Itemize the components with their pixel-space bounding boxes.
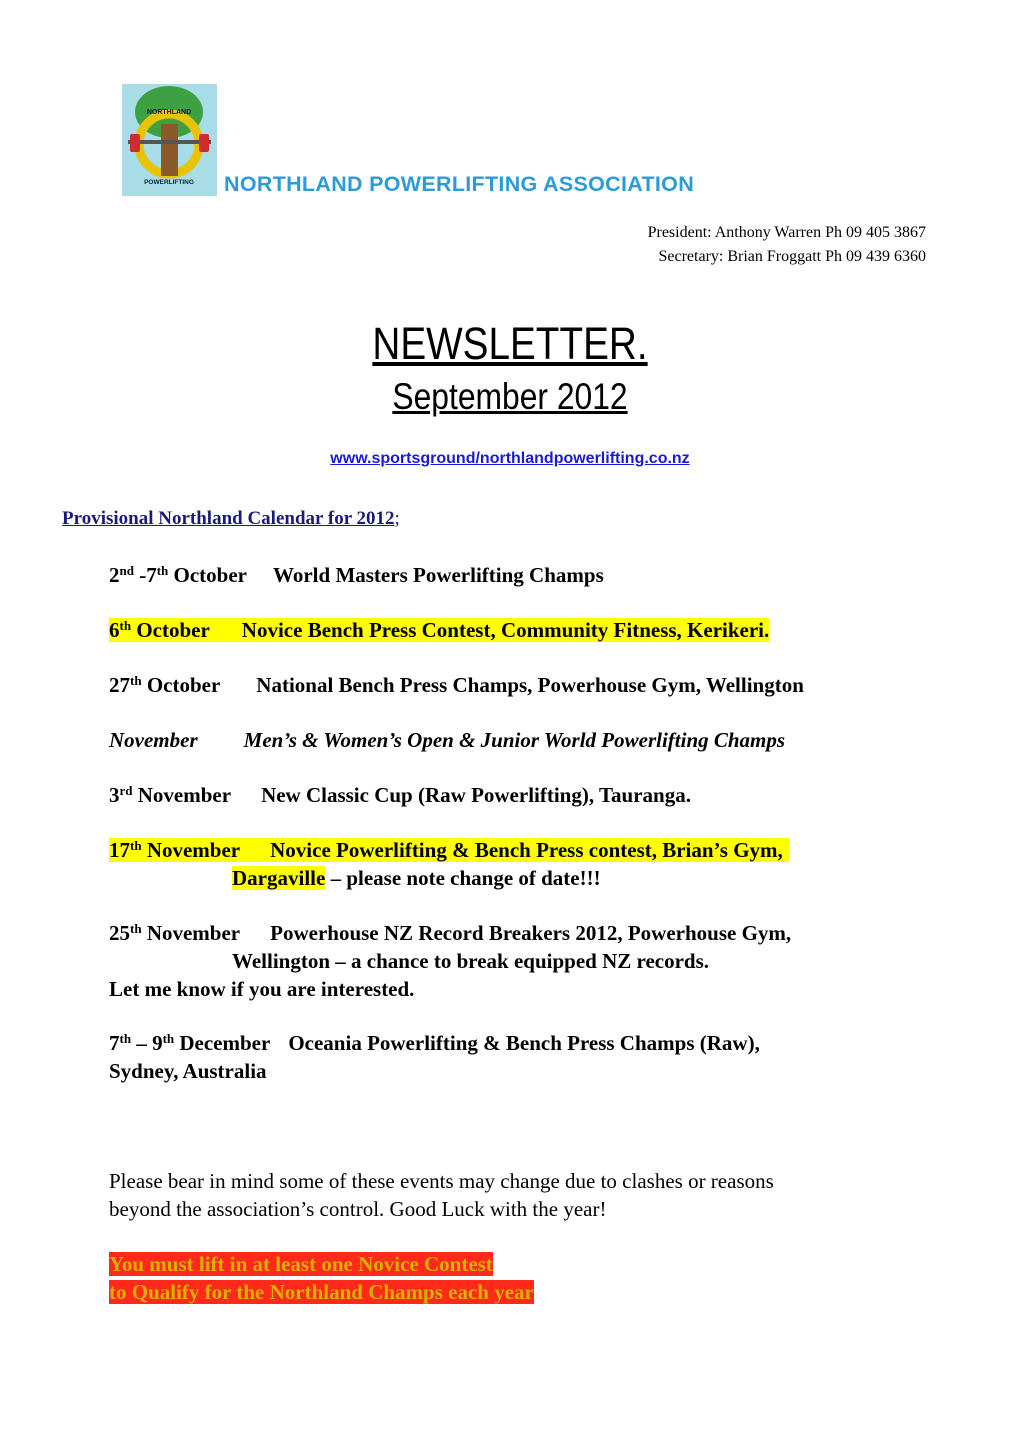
org-name: NORTHLAND POWERLIFTING ASSOCIATION xyxy=(224,172,695,196)
event-description: Men’s & Women’s Open & Junior World Powerlifting Champs xyxy=(243,728,786,752)
event-day-suffix: nd xyxy=(119,563,134,578)
event-month: November xyxy=(132,783,232,807)
event-description: Oceania Powerlifting & Bench Press Champs (Raw), xyxy=(288,1031,760,1055)
event-day-end: -7 xyxy=(133,563,157,587)
left-plate xyxy=(130,134,140,152)
page-title: NEWSLETTER. xyxy=(372,318,648,369)
calendar-event-continuation xyxy=(232,864,601,892)
event-highlight xyxy=(109,838,789,862)
calendar-event xyxy=(109,836,789,864)
calendar-event-continuation: Wellington – a chance to break equipped NZ records. xyxy=(232,949,710,973)
event-day-end-suffix: th xyxy=(162,1031,175,1046)
calendar-event xyxy=(109,726,785,754)
event-description: New Classic Cup (Raw Powerlifting), Tauranga. xyxy=(261,783,691,807)
calendar-event xyxy=(109,671,804,699)
event-day: 25 xyxy=(109,921,130,945)
right-plate xyxy=(199,134,209,152)
calendar-event-continuation: Sydney, Australia xyxy=(109,1059,267,1083)
warning-text: to Qualify for the Northland Champs each year xyxy=(109,1280,534,1304)
page-subtitle: September 2012 xyxy=(392,376,628,417)
event-month: October xyxy=(168,563,248,587)
event-day-end-suffix: th xyxy=(156,563,169,578)
event-description: Powerhouse NZ Record Breakers 2012, Powerhouse Gym, xyxy=(270,921,792,945)
president-contact: President: Anthony Warren Ph 09 405 3867 xyxy=(647,224,926,241)
calendar-event xyxy=(109,616,769,644)
event-location: Dargaville xyxy=(232,866,326,890)
tree-trunk xyxy=(161,124,178,176)
event-description: Novice Powerlifting & Bench Press contest, Brian’s Gym, xyxy=(270,838,783,862)
event-description: World Masters Powerlifting Champs xyxy=(273,563,604,587)
event-day-suffix: th xyxy=(119,1031,132,1046)
event-day-suffix: th xyxy=(119,618,132,633)
notice-line: beyond the association’s control. Good Luck with the year! xyxy=(109,1197,607,1221)
event-day: 17 xyxy=(109,838,130,862)
event-highlight xyxy=(109,618,769,642)
event-month: November xyxy=(109,728,198,752)
barbell-bar xyxy=(128,140,211,144)
calendar-event xyxy=(109,1029,760,1057)
event-day: 2 xyxy=(109,563,120,587)
event-day: 7 xyxy=(109,1031,120,1055)
calendar-event-continuation: Let me know if you are interested. xyxy=(109,977,415,1001)
event-month: October xyxy=(131,618,210,642)
warning-line xyxy=(109,1278,546,1306)
calendar-event xyxy=(109,781,691,809)
event-day-suffix: th xyxy=(130,673,142,688)
event-note: – please note change of date!!! xyxy=(325,866,601,890)
event-day-suffix: th xyxy=(130,838,142,853)
event-description: National Bench Press Champs, Powerhouse Gym, Wellington xyxy=(256,673,804,697)
warning-text: You must lift in at least one Novice Contest xyxy=(109,1252,493,1276)
calendar-event xyxy=(109,561,604,589)
secretary-contact: Secretary: Brian Froggatt Ph 09 439 6360 xyxy=(658,248,926,265)
event-day: 6 xyxy=(109,618,120,642)
association-logo xyxy=(122,84,217,196)
logo-top-text: NORTHLAND xyxy=(146,109,192,116)
calendar-heading-suffix: ; xyxy=(394,508,400,529)
event-day: 3 xyxy=(109,783,120,807)
event-day-suffix: th xyxy=(130,921,142,936)
warning-line xyxy=(109,1250,493,1278)
logo-bottom-text: POWERLIFTING xyxy=(144,179,194,186)
calendar-heading-text: Provisional Northland Calendar for 2012 xyxy=(62,508,395,529)
website-link[interactable]: www.sportsground/northlandpowerlifting.co.nz xyxy=(330,450,690,467)
event-day: 27 xyxy=(109,673,130,697)
notice-line: Please bear in mind some of these events may change due to clashes or reasons xyxy=(109,1169,774,1193)
event-month: November xyxy=(141,838,241,862)
event-month: November xyxy=(141,921,241,945)
event-day-suffix: rd xyxy=(119,783,133,798)
calendar-event xyxy=(109,919,791,947)
calendar-heading xyxy=(62,508,400,530)
event-description: Novice Bench Press Contest, Community Fitness, Kerikeri. xyxy=(241,618,770,642)
event-month: December xyxy=(174,1031,271,1055)
event-day-end: – 9 xyxy=(131,1031,163,1055)
event-month: October xyxy=(141,673,221,697)
